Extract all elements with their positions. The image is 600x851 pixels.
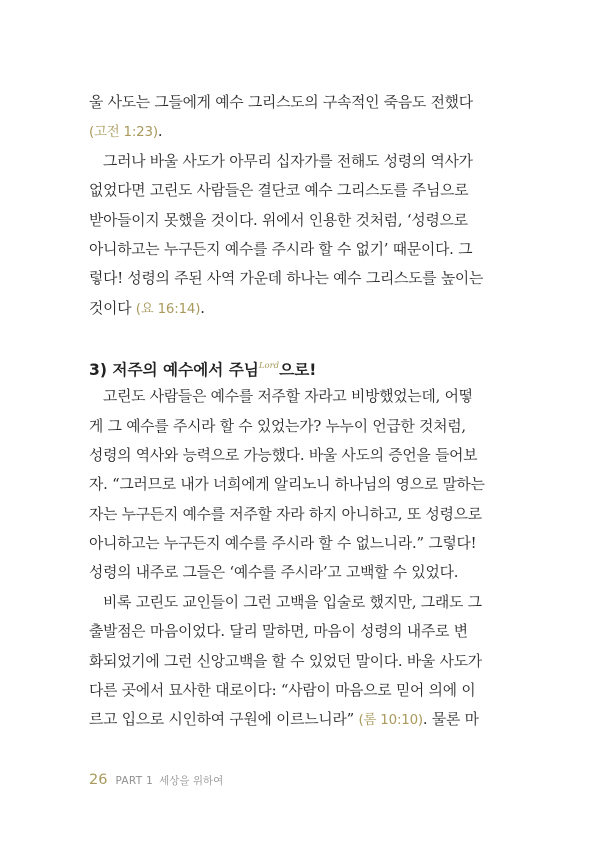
text-segment: 출발점은 마음이었다. 달리 말하면, 마음이 성령의 내주로 변	[89, 623, 468, 641]
text-line	[89, 206, 513, 235]
text-line	[89, 500, 513, 529]
text-segment: .	[200, 299, 205, 317]
text-segment: . 물론 마	[422, 711, 479, 729]
page-number: 26	[89, 772, 108, 788]
text-line	[89, 264, 513, 293]
text-segment: 르고 입으로 시인하여 구원에 이르느니라”	[89, 711, 359, 729]
text-segment: 없었다면 고린도 사람들은 결단코 예수 그리스도를 주님으로	[89, 182, 469, 200]
text-segment: 자는 누구든지 예수를 저주할 자라 하지 아니하고, 또 성령으로	[89, 505, 482, 523]
part-title: 세상을 위하여	[159, 775, 224, 787]
part-label: PART 1	[115, 775, 154, 787]
text-segment: 것이다	[89, 299, 136, 317]
text-segment: 성령의 내주로 그들은 ‘예수를 주시라’고 고백할 수 있었다.	[89, 564, 459, 582]
text-segment: 성령의 역사와 능력으로 가능했다. 바울 사도의 증언을 들어보	[89, 446, 478, 464]
text-line	[89, 676, 513, 705]
text-line	[89, 470, 513, 499]
text-segment: 게 그 예수를 주시라 할 수 있었는가? 누누이 언급한 것처럼,	[89, 417, 466, 435]
heading-text: 으로!	[279, 361, 317, 380]
text-segment: 렇다! 성령의 주된 사역 가운데 하나는 예수 그리스도를 높이는	[89, 270, 484, 288]
page-footer	[89, 769, 223, 789]
text-line	[89, 294, 513, 323]
text-line	[89, 558, 513, 587]
text-segment: 자. “그러므로 내가 너희에게 알리노니 하나님의 영으로 말하는	[89, 476, 485, 494]
text-segment: 받아들이지 못했을 것이다. 위에서 인용한 것처럼, ‘성령으로	[89, 211, 468, 229]
text-segment: .	[157, 123, 163, 141]
scripture-reference: (롬 10:10)	[358, 713, 423, 729]
text-segment: 아니하고는 누구든지 예수를 주시라 할 수 없느니라.” 그렇다!	[89, 535, 477, 553]
text-line	[89, 617, 513, 646]
scripture-reference: (고전 1:23)	[89, 125, 158, 141]
text-segment: 울 사도는 그들에게 예수 그리스도의 구속적인 죽음도 전했다	[89, 94, 473, 111]
heading-superscript: Lord	[258, 361, 280, 372]
text-line	[89, 441, 513, 470]
text-line	[89, 235, 513, 264]
text-line	[89, 529, 513, 558]
section-gap	[89, 323, 513, 350]
text-segment: 비록 고린도 교인들이 그런 고백을 입술로 했지만, 그래도 그	[103, 593, 482, 611]
text-line	[89, 412, 513, 441]
text-line	[89, 382, 513, 411]
text-line	[89, 647, 513, 676]
text-line	[89, 147, 513, 176]
text-line	[89, 88, 513, 117]
text-segment: 다른 곳에서 묘사한 대로이다: “사람이 마음으로 믿어 의에 이	[89, 682, 476, 700]
text-line	[89, 588, 513, 617]
heading-text: 3) 저주의 예수에서 주님	[89, 361, 259, 380]
text-line	[89, 176, 513, 205]
text-segment: 고린도 사람들은 예수를 저주할 자라고 비방했었는데, 어떻	[103, 388, 473, 406]
text-segment: 화되었기에 그런 신앙고백을 할 수 있었던 말이다. 바울 사도가	[89, 652, 482, 670]
text-line	[89, 117, 513, 146]
section-heading	[89, 350, 513, 382]
body-text	[89, 88, 513, 735]
text-segment: 아니하고는 누구든지 예수를 주시라 할 수 없기’ 때문이다. 그	[89, 240, 473, 258]
text-line	[89, 705, 513, 734]
text-segment: 그러나 바울 사도가 아무리 십자가를 전해도 성령의 역사가	[103, 152, 473, 170]
scripture-reference: (요 16:14)	[135, 301, 201, 317]
